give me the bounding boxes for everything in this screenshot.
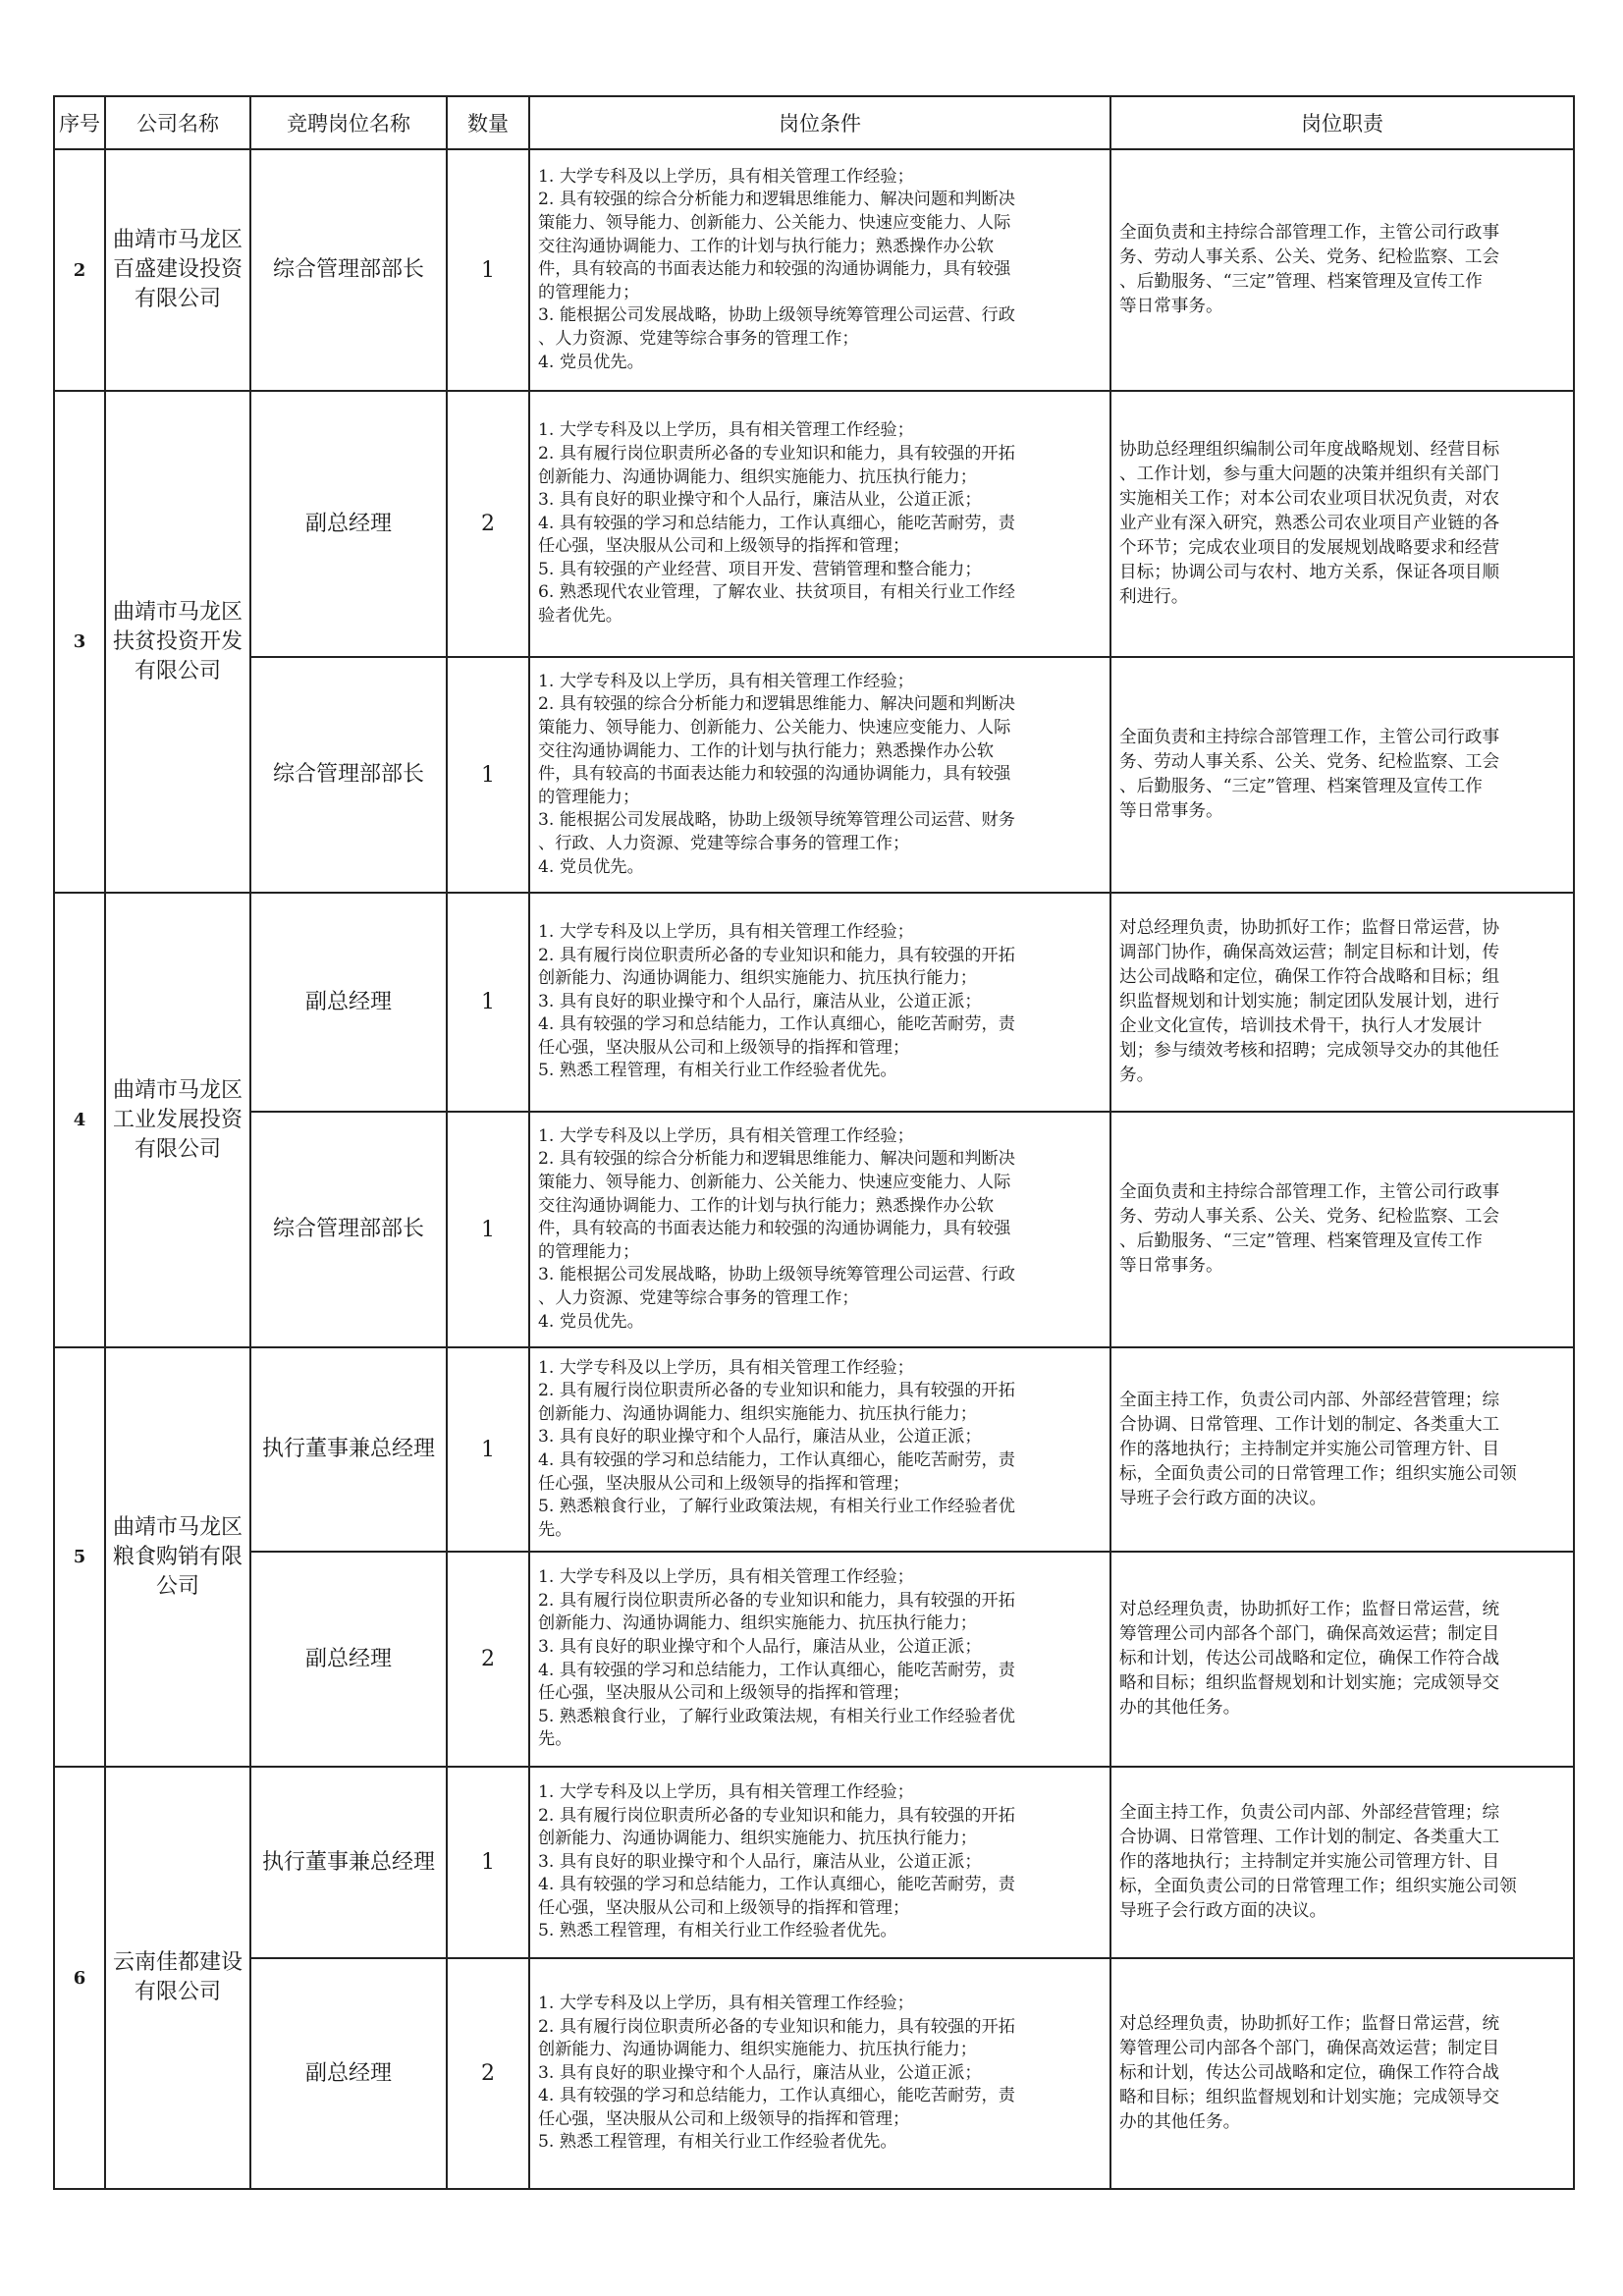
position-count-cell: 2: [447, 1958, 529, 2189]
position-count-cell: 1: [447, 1767, 529, 1958]
condition-line: 交往沟通协调能力、工作的计划与执行能力；熟悉操作办公软: [538, 236, 995, 256]
duty-line: 筹管理公司内部各个部门，确保高效运营；制定目: [1119, 2039, 1500, 2058]
table-row: [54, 657, 1574, 893]
duty-line: 标和计划，传达公司战略和定位，确保工作符合战: [1119, 2063, 1500, 2083]
company-name-line: 工业发展投资: [112, 1107, 243, 1132]
condition-line: 1. 大学专科及以上学历，具有相关管理工作经验；: [538, 671, 914, 691]
condition-line: 5. 熟悉工程管理，有相关行业工作经验者优先。: [538, 1061, 897, 1081]
position-title-cell: 执行董事兼总经理: [250, 1767, 447, 1958]
condition-line: 先。: [538, 1729, 572, 1750]
condition-line: 5. 具有较强的产业经营、项目开发、营销管理和整合能力；: [538, 559, 982, 579]
company-name-line: 曲靖市马龙区: [112, 1077, 243, 1103]
duty-line: 全面主持工作，负责公司内部、外部经营管理；综: [1119, 1390, 1500, 1410]
position-count-cell: 1: [447, 1347, 529, 1552]
duty-line: 作的落地执行；主持制定并实施公司管理方针、目: [1119, 1852, 1500, 1872]
condition-line: 任心强，坚决服从公司和上级领导的指挥和管理；: [538, 1037, 910, 1058]
condition-line: 5. 熟悉粮食行业，了解行业政策法规，有相关行业工作经验者优: [538, 1706, 1015, 1726]
company-name-line: 有限公司: [134, 658, 221, 683]
condition-line: 4. 具有较强的学习和总结能力，工作认真细心，能吃苦耐劳，责: [538, 2086, 1015, 2106]
condition-line: 1. 大学专科及以上学历，具有相关管理工作经验；: [538, 1993, 914, 2013]
position-conditions-cell: [529, 1347, 1110, 1552]
condition-line: 任心强，坚决服从公司和上级领导的指挥和管理；: [538, 1897, 910, 1918]
condition-line: 2. 具有履行岗位职责所必备的专业知识和能力，具有较强的开拓: [538, 945, 1015, 965]
table-row: [54, 1958, 1574, 2189]
table-row: [54, 391, 1574, 657]
duty-line: 作的落地执行；主持制定并实施公司管理方针、目: [1119, 1439, 1500, 1459]
condition-line: 6. 熟悉现代农业管理，了解农业、扶贫项目，有相关行业工作经: [538, 582, 1015, 603]
condition-line: 、行政、人力资源、党建等综合事务的管理工作；: [538, 833, 910, 853]
condition-line: 策能力、领导能力、创新能力、公关能力、快速应变能力、人际: [538, 213, 1011, 234]
condition-line: 3. 具有良好的职业操守和个人品行，廉洁从业，公道正派；: [538, 2062, 982, 2083]
duty-line: 标，全面负责公司的日常管理工作；组织实施公司领: [1119, 1877, 1517, 1896]
condition-line: 1. 大学专科及以上学历，具有相关管理工作经验；: [538, 1357, 914, 1378]
condition-line: 1. 大学专科及以上学历，具有相关管理工作经验；: [538, 166, 914, 187]
duty-line: 导班子会行政方面的决议。: [1119, 1901, 1327, 1921]
condition-line: 先。: [538, 1519, 572, 1540]
duty-line: 对总经理负责，协助抓好工作；监督日常运营，统: [1119, 1600, 1500, 1619]
condition-line: 、人力资源、党建等综合事务的管理工作；: [538, 328, 859, 349]
position-title-cell: 综合管理部部长: [250, 149, 447, 391]
company-name-cell: [105, 391, 250, 893]
company-name-cell: [105, 1767, 250, 2189]
condition-line: 3. 具有良好的职业操守和个人品行，廉洁从业，公道正派；: [538, 490, 982, 511]
position-title-cell: 执行董事兼总经理: [250, 1347, 447, 1552]
position-conditions-cell: [529, 149, 1110, 391]
company-name-line: 粮食购销有限: [112, 1544, 243, 1569]
condition-line: 策能力、领导能力、创新能力、公关能力、快速应变能力、人际: [538, 1173, 1011, 1193]
table-row: [54, 1767, 1574, 1958]
seq-cell: 4: [54, 893, 105, 1347]
duty-line: 利进行。: [1119, 587, 1189, 607]
company-name-line: 百盛建设投资: [112, 257, 243, 282]
header-company: 公司名称: [105, 96, 250, 149]
condition-line: 1. 大学专科及以上学历，具有相关管理工作经验；: [538, 1567, 914, 1588]
duty-line: 目标；协调公司与农村、地方关系，保证各项目顺: [1119, 563, 1500, 582]
table-row: [54, 149, 1574, 391]
position-conditions-cell: [529, 1767, 1110, 1958]
duty-line: 调部门协作，确保高效运营；制定目标和计划，传: [1119, 943, 1500, 962]
condition-line: 4. 党员优先。: [538, 1311, 644, 1332]
position-count-cell: 1: [447, 149, 529, 391]
condition-line: 任心强，坚决服从公司和上级领导的指挥和管理；: [538, 1473, 910, 1494]
table-header-row: [54, 96, 1574, 149]
duty-line: 等日常事务。: [1119, 1256, 1223, 1276]
duty-line: 导班子会行政方面的决议。: [1119, 1488, 1327, 1508]
duty-line: 达公司战略和定位，确保工作符合战略和目标；组: [1119, 967, 1500, 987]
condition-line: 2. 具有履行岗位职责所必备的专业知识和能力，具有较强的开拓: [538, 1381, 1015, 1401]
duty-line: 个环节；完成农业项目的发展规划战略要求和经营: [1119, 538, 1500, 558]
position-duties-cell: [1110, 149, 1574, 391]
company-name-cell: [105, 1347, 250, 1767]
condition-line: 2. 具有履行岗位职责所必备的专业知识和能力，具有较强的开拓: [538, 1590, 1015, 1611]
duty-line: 标和计划，传达公司战略和定位，确保工作符合战: [1119, 1649, 1500, 1668]
condition-line: 1. 大学专科及以上学历，具有相关管理工作经验；: [538, 921, 914, 942]
condition-line: 交往沟通协调能力、工作的计划与执行能力；熟悉操作办公软: [538, 740, 995, 761]
duty-line: 办的其他任务。: [1119, 1698, 1241, 1718]
position-duties-cell: [1110, 1347, 1574, 1552]
position-duties-cell: [1110, 657, 1574, 893]
header-count: 数量: [447, 96, 529, 149]
condition-line: 4. 具有较强的学习和总结能力，工作认真细心，能吃苦耐劳，责: [538, 1875, 1015, 1895]
header-position: 竞聘岗位名称: [250, 96, 447, 149]
condition-line: 创新能力、沟通协调能力、组织实施能力、抗压执行能力；: [538, 1403, 977, 1424]
table-body: [54, 149, 1574, 2189]
duty-line: 、后勤服务、“三定”管理、档案管理及宣传工作: [1119, 777, 1483, 796]
condition-line: 策能力、领导能力、创新能力、公关能力、快速应变能力、人际: [538, 718, 1011, 738]
position-count-cell: 1: [447, 1112, 529, 1347]
condition-line: 5. 熟悉粮食行业，了解行业政策法规，有相关行业工作经验者优: [538, 1497, 1015, 1517]
condition-line: 任心强，坚决服从公司和上级领导的指挥和管理；: [538, 1683, 910, 1704]
condition-line: 4. 具有较强的学习和总结能力，工作认真细心，能吃苦耐劳，责: [538, 513, 1015, 533]
position-count-cell: 1: [447, 657, 529, 893]
position-title-cell: 综合管理部部长: [250, 1112, 447, 1347]
position-duties-cell: [1110, 893, 1574, 1112]
duty-line: 全面负责和主持综合部管理工作，主管公司行政事: [1119, 223, 1500, 243]
position-title-cell: 副总经理: [250, 1552, 447, 1767]
duty-line: 实施相关工作；对本公司农业项目状况负责，对农: [1119, 489, 1500, 509]
condition-line: 件，具有较高的书面表达能力和较强的沟通协调能力，具有较强: [538, 1219, 1011, 1239]
position-duties-cell: [1110, 1767, 1574, 1958]
duty-line: 合协调、日常管理、工作计划的制定、各类重大工: [1119, 1414, 1500, 1435]
duty-line: 略和目标；组织监督规划和计划实施；完成领导交: [1119, 2088, 1500, 2107]
duty-line: 筹管理公司内部各个部门，确保高效运营；制定目: [1119, 1624, 1500, 1644]
condition-line: 5. 熟悉工程管理，有相关行业工作经验者优先。: [538, 2132, 897, 2153]
position-duties-cell: [1110, 1958, 1574, 2189]
duty-line: 划；参与绩效考核和招聘；完成领导交办的其他任: [1119, 1041, 1500, 1061]
position-conditions-cell: [529, 657, 1110, 893]
table-row: [54, 1112, 1574, 1347]
position-duties-cell: [1110, 391, 1574, 657]
position-conditions-cell: [529, 1112, 1110, 1347]
condition-line: 2. 具有较强的综合分析能力和逻辑思维能力、解决问题和判断决: [538, 190, 1015, 210]
position-title-cell: 副总经理: [250, 893, 447, 1112]
company-name-line: 云南佳都建设: [112, 1950, 243, 1975]
duty-line: 织监督规划和计划实施；制定团队发展计划，进行: [1119, 992, 1500, 1011]
duty-line: 企业文化宣传，培训技术骨干，执行人才发展计: [1119, 1016, 1483, 1036]
duty-line: 业产业有深入研究，熟悉公司农业项目产业链的各: [1119, 514, 1500, 533]
condition-line: 创新能力、沟通协调能力、组织实施能力、抗压执行能力；: [538, 2040, 977, 2060]
table-row: [54, 893, 1574, 1112]
header-conditions: 岗位条件: [529, 96, 1110, 149]
company-name-line: 有限公司: [134, 1980, 221, 2004]
position-conditions-cell: [529, 391, 1110, 657]
duty-line: 务、劳动人事关系、公关、党务、纪检监察、工会: [1119, 1207, 1500, 1227]
condition-line: 3. 能根据公司发展战略，协助上级领导统筹管理公司运营、财务: [538, 810, 1015, 831]
condition-line: 2. 具有履行岗位职责所必备的专业知识和能力，具有较强的开拓: [538, 2016, 1015, 2037]
condition-line: 验者优先。: [538, 606, 622, 627]
company-name-line: 扶贫投资开发: [112, 629, 243, 654]
position-conditions-cell: [529, 1552, 1110, 1767]
duty-line: 对总经理负责，协助抓好工作；监督日常运营，统: [1119, 2014, 1500, 2034]
condition-line: 3. 能根据公司发展战略，协助上级领导统筹管理公司运营、行政: [538, 1265, 1015, 1285]
condition-line: 创新能力、沟通协调能力、组织实施能力、抗压执行能力；: [538, 466, 977, 487]
table-row: [54, 1347, 1574, 1552]
position-title-cell: 副总经理: [250, 1958, 447, 2189]
condition-line: 3. 能根据公司发展战略，协助上级领导统筹管理公司运营、行政: [538, 305, 1015, 326]
duty-line: 、工作计划，参与重大问题的决策并组织有关部门: [1119, 465, 1500, 484]
duty-line: 等日常事务。: [1119, 801, 1223, 821]
condition-line: 3. 具有良好的职业操守和个人品行，廉洁从业，公道正派；: [538, 1851, 982, 1872]
condition-line: 4. 具有较强的学习和总结能力，工作认真细心，能吃苦耐劳，责: [538, 1660, 1015, 1680]
duty-line: 全面主持工作，负责公司内部、外部经营管理；综: [1119, 1803, 1500, 1823]
seq-cell: 6: [54, 1767, 105, 2189]
company-name-cell: [105, 149, 250, 391]
condition-line: 创新能力、沟通协调能力、组织实施能力、抗压执行能力；: [538, 1613, 977, 1634]
duty-line: 、后勤服务、“三定”管理、档案管理及宣传工作: [1119, 272, 1483, 292]
duty-line: 合协调、日常管理、工作计划的制定、各类重大工: [1119, 1828, 1500, 1847]
condition-line: 4. 具有较强的学习和总结能力，工作认真细心，能吃苦耐劳，责: [538, 1450, 1015, 1470]
header-seq: 序号: [54, 96, 105, 149]
condition-line: 交往沟通协调能力、工作的计划与执行能力；熟悉操作办公软: [538, 1195, 995, 1216]
condition-line: 任心强，坚决服从公司和上级领导的指挥和管理；: [538, 536, 910, 557]
recruitment-table-sheet: [53, 95, 1573, 2190]
condition-line: 2. 具有履行岗位职责所必备的专业知识和能力，具有较强的开拓: [538, 1805, 1015, 1826]
seq-cell: 3: [54, 391, 105, 893]
position-title-cell: 综合管理部部长: [250, 657, 447, 893]
condition-line: 4. 具有较强的学习和总结能力，工作认真细心，能吃苦耐劳，责: [538, 1014, 1015, 1035]
condition-line: 的管理能力；: [538, 1241, 640, 1262]
position-duties-cell: [1110, 1552, 1574, 1767]
company-name-line: 曲靖市马龙区: [112, 228, 243, 252]
condition-line: 5. 熟悉工程管理，有相关行业工作经验者优先。: [538, 1921, 897, 1941]
duty-line: 对总经理负责，协助抓好工作；监督日常运营，协: [1119, 918, 1500, 938]
company-name-line: 曲靖市马龙区: [112, 1514, 243, 1540]
position-conditions-cell: [529, 1958, 1110, 2189]
duty-line: 办的其他任务。: [1119, 2112, 1241, 2132]
condition-line: 3. 具有良好的职业操守和个人品行，廉洁从业，公道正派；: [538, 1636, 982, 1657]
duty-line: 标，全面负责公司的日常管理工作；组织实施公司领: [1119, 1463, 1517, 1484]
condition-line: 4. 党员优先。: [538, 352, 644, 372]
duty-line: 、后勤服务、“三定”管理、档案管理及宣传工作: [1119, 1231, 1483, 1251]
condition-line: 的管理能力；: [538, 282, 640, 302]
condition-line: 任心强，坚决服从公司和上级领导的指挥和管理；: [538, 2108, 910, 2129]
condition-line: 、人力资源、党建等综合事务的管理工作；: [538, 1287, 859, 1308]
duty-line: 协助总经理组织编制公司年度战略规划、经营目标: [1119, 440, 1500, 460]
duty-line: 务、劳动人事关系、公关、党务、纪检监察、工会: [1119, 752, 1500, 772]
condition-line: 创新能力、沟通协调能力、组织实施能力、抗压执行能力；: [538, 968, 977, 989]
company-name-line: 曲靖市马龙区: [112, 599, 243, 625]
duty-line: 等日常事务。: [1119, 297, 1223, 316]
company-name-line: 有限公司: [134, 287, 221, 311]
duty-line: 务。: [1119, 1066, 1155, 1085]
duty-line: 全面负责和主持综合部管理工作，主管公司行政事: [1119, 728, 1500, 747]
condition-line: 4. 党员优先。: [538, 856, 644, 877]
company-name-line: 公司: [155, 1573, 199, 1599]
seq-cell: 2: [54, 149, 105, 391]
condition-line: 2. 具有较强的综合分析能力和逻辑思维能力、解决问题和判断决: [538, 1149, 1015, 1170]
position-duties-cell: [1110, 1112, 1574, 1347]
company-name-cell: [105, 893, 250, 1347]
position-count-cell: 2: [447, 1552, 529, 1767]
position-conditions-cell: [529, 893, 1110, 1112]
condition-line: 1. 大学专科及以上学历，具有相关管理工作经验；: [538, 1781, 914, 1802]
condition-line: 创新能力、沟通协调能力、组织实施能力、抗压执行能力；: [538, 1829, 977, 1849]
duty-line: 略和目标；组织监督规划和计划实施；完成领导交: [1119, 1673, 1500, 1693]
recruitment-table: [53, 95, 1575, 2190]
duty-line: 务、劳动人事关系、公关、党务、纪检监察、工会: [1119, 247, 1500, 267]
position-count-cell: 2: [447, 391, 529, 657]
duty-line: 全面负责和主持综合部管理工作，主管公司行政事: [1119, 1182, 1500, 1202]
condition-line: 1. 大学专科及以上学历，具有相关管理工作经验；: [538, 1125, 914, 1146]
company-name-line: 有限公司: [134, 1136, 221, 1162]
position-title-cell: 副总经理: [250, 391, 447, 657]
position-count-cell: 1: [447, 893, 529, 1112]
condition-line: 件，具有较高的书面表达能力和较强的沟通协调能力，具有较强: [538, 764, 1011, 785]
condition-line: 件，具有较高的书面表达能力和较强的沟通协调能力，具有较强: [538, 259, 1011, 280]
seq-cell: 5: [54, 1347, 105, 1767]
condition-line: 3. 具有良好的职业操守和个人品行，廉洁从业，公道正派；: [538, 1427, 982, 1448]
condition-line: 3. 具有良好的职业操守和个人品行，廉洁从业，公道正派；: [538, 991, 982, 1011]
table-row: [54, 1552, 1574, 1767]
condition-line: 1. 大学专科及以上学历，具有相关管理工作经验；: [538, 420, 914, 441]
condition-line: 2. 具有履行岗位职责所必备的专业知识和能力，具有较强的开拓: [538, 443, 1015, 464]
condition-line: 的管理能力；: [538, 787, 640, 807]
header-duties: 岗位职责: [1110, 96, 1574, 149]
condition-line: 2. 具有较强的综合分析能力和逻辑思维能力、解决问题和判断决: [538, 694, 1015, 715]
